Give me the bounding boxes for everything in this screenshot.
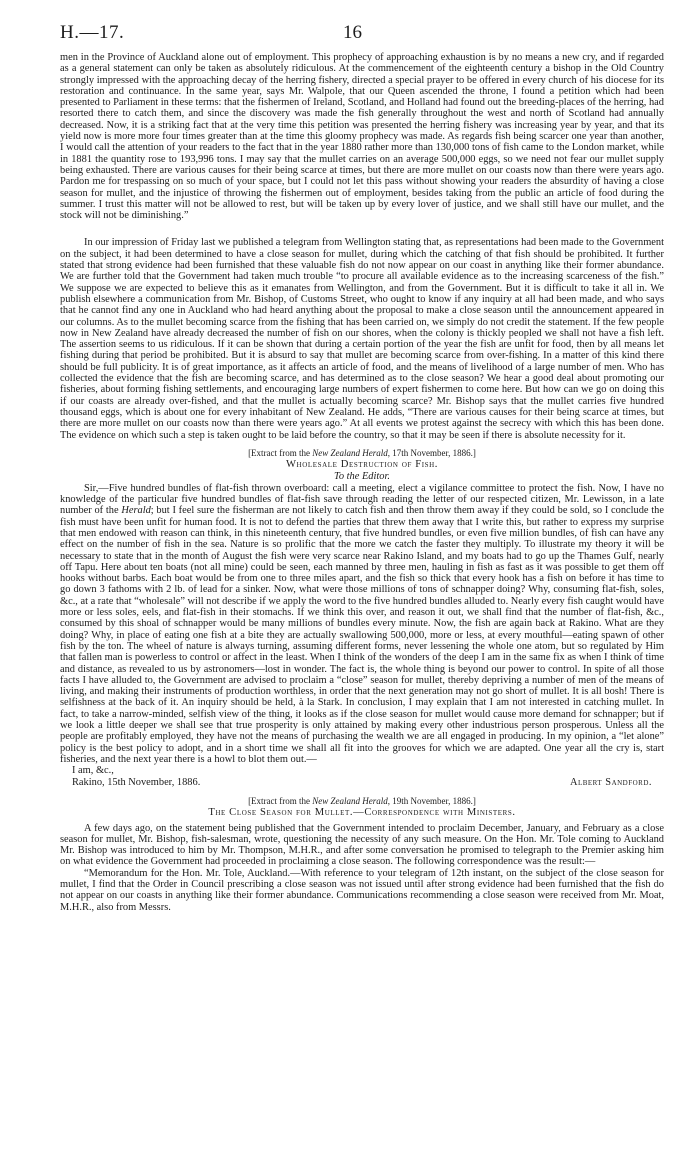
signature-line — [60, 777, 664, 789]
page-body — [60, 52, 664, 913]
extract-source-line-2: [Extract from the New Zealand Herald, 19th November, 1886.] — [248, 795, 476, 806]
newspaper-name: New Zealand Herald — [312, 795, 388, 806]
letter-signature: Albert Sandford. — [569, 776, 652, 788]
extract-source-line-1: [Extract from the New Zealand Herald, 17th November, 1886.] — [248, 447, 476, 458]
correspondence-intro: A few days ago, on the statement being published that the Government intended to proclaim December, January, and February as a close season for mullet, Mr. Bishop, fish-salesman, wrote, questioning the necessity of any such measure. On the Hon. Mr. Tole coming to Auckland Mr. Bishop was introduced to him by Mr. Thompson, M.H.R., and after some conversation he promised to telegraph to the Premier asking him on what evidence the Government had proceeded in proclaiming a close season. The following correspondence was the result:— — [60, 822, 664, 868]
to-the-editor: To the Editor. — [334, 470, 390, 482]
editorial-paragraph: In our impression of Friday last we published a telegram from Wellington stating that, as representations had been made to the Government on the subject, it had been determined to have a close season for mullet, during which the catching of that fish should be prohibited. It further stated that strong evidence had been furnished that these valuable fish do not now appear on our coast in anything like their former abundance. We are further told that the Government had taken much trouble “to procure all available evidence as to the increasing scarceness of the fish.” We suppose we are expected to believe this as it emanates from Wellington, and from the Government. But it is difficult to take it all in. We publish elsewhere a communication from Mr. Bishop, of Customs Street, who ought to know if any inquiry at all had been made, and who says that he cannot find any one in Auckland who had heard anything about the proposal to make a close season until the announcement appeared in our columns. As to the mullet becoming scarce from the fishing that has been carried on, we simply do not credit the statement. If the few people now in New Zealand have already decreased the number of fish on our shores, when the colony is thickly peopled we shall not have a fish left. The assertion seems to us ridiculous. If it can be shown that during a certain portion of the year the fish are unfit for food, then by all means let fishing during that period be prohibited. But it is absurd to say that mullet are becoming scarce from over-fishing. In a matter of this kind there should be full publicity. It is of great importance, as it affects an article of food, and the means of livelihood of a large number of men. Who has collected the evidence that the fish are becoming scarce, and has determined as to the close season? We hear a good deal about promoting our fisheries, about forming fishing settlements, and encouraging large numbers of expert fishermen to come here. But how can we go on doing this if our coasts are already over-fished, and that the mullet is actually becoming scarce? Mr. Bishop says that the mullet carries five hundred thousand eggs, which is about one for every inhabitant of New Zealand. He adds, “There are various causes for their being scarce at times, but there are more mullet on our coasts now than there were years ago.” At all events we protest against the secrecy with which this has been done. The evidence on which such a step is taken ought to be laid before the country, so that it may be seen if there is absolute necessity for it. — [60, 237, 664, 441]
letter-closing: I am, &c., — [72, 765, 114, 777]
letter-quote-continuation: men in the Province of Auckland alone out of employment. This prophecy of approaching exhaustion is by no means a new cry, and if regarded as a general statement can only be taken as absolutely ridiculous. At the commencement of the eighteenth century a bishop in the Old Country strongly impressed with the approaching decay of the herring fishery, directed a special prayer to be offered in every church of his diocese for its restoration and continuance. In the same year, says Mr. Walpole, that our Queen ascended the throne, I found a petition which had been presented to Parliament in these terms: that the fishermen of Ireland, Scotland, and Holland had found out the breeding-places of the herring, had resorted there to catch them, and since the discovery was made the fish generally throughout the west and north of Scotland had annually decreased. Now, it is a striking fact that at the very time this petition was presented the herring fishery was increasing year by year, and that its yield now is more more four times greater than at the time this gloomy prophecy was made. As regards fish being scarcer one year than another, I would call the attention of your readers to the fact that in the year 1880 rather more than 130,000 tons of fish came to the London market, while in 1881 the quantity rose to 193,996 tons. I may say that the mullet carries on an average 500,000 eggs, so we need not fear our mullet supply being exhausted. There are various causes for their being scarce at times, but there are more mullet on our coasts now than there were years ago. Pardon me for trespassing on so much of your space, but I could not let this pass without showing your readers the absurdity of having a close season for mullet, and the injustice of throwing the fishermen out of employment, besides taking from the public an article of food during the summer. I trust this matter will not be allowed to rest, but will be taken up by every lover of justice, and we shall still have our mullet, and the stock will not be diminishing.” — [60, 52, 664, 222]
article-headline-2: The Close Season for Mullet.—Correspondence with Ministers. — [208, 806, 516, 818]
letter-body: Sir,—Five hundred bundles of flat-fish thrown overboard: call a meeting, elect a vigilance committee to protect the fish. Now, I have no knowledge of the particular five hundred bundles of flat-fish save through reading the letter of our respected citizen, Mr. Lewisson, in a late number of the Herald; but I feel sure the fisherman are not likely to catch fish and then throw them away if they could be sold, so I conclude the fish must have been unfit for human food. It is not to defend the parties that threw them away that I write this, but rather to express my surprise that men endowed with reason can think, in this nineteenth century, that five hundred bundles, or even five million bundles, of fish can have any effect on the number of fish in the sea. Nature is so prolific that the more we catch the faster they multiply. To illustrate my theory it will be necessary to state that in the month of August the fish were very scarce near Rakino Island, and my boats had to go up the Thames Gulf, nearly off Tapu. Here about ten boats (not all mine) could be seen, each manned by three men, hauling in fish as fast as it was possible to get them off hooks without barbs. Each boat would be from one to three miles apart, and the fish so thick that every hook has a fish on before it has time to go down 3 fathoms with 2 lb. of lead for a sinker. Now, what were those millions of tons of schnapper doing? Why, consuming flat-fish, soles, &c., at a rate that “wholesale” will not describe if we apply the word to the five hundred bundles alluded to. Nearly every fish caught would have more or less soles, eels, and flat-fish in their stomachs. If we think this over, and reason it out, we shall find that the number of flat-fish, &c., consumed by this shoal of schnapper would be many millions of bundles every minute. Now, the fish are again back at Rakino. What are they doing? Why, in place of eating one fish at a bite they are actually swallowing 500,000, more or less, at every mouthful—eating spawn of other fish by the ton. The wheel of nature is always turning, assuming different forms, never lessening the whole one atom, but so regulated by Him that fallen man is powerless to control or affect in the least. When I think of the wonders of the deep I am in the same fix as when I think of time and distance, as revealed to us by astronomers—lost in wonder. The fact is, the whole thing is beyond our power to control. In spite of all those facts I have alluded to, the Government are advised to proclaim a “close” season for mullet, thereby depriving a number of men of the means of living, and making their instruments of production worthless, in order that the next generation may not go short of mullet. It is all bosh! There is selfishness at the back of it. An inquiry should be held, à la Stark. In conclusion, I may explain that I am not interested in catching mullet. In fact, to take a narrow-minded, selfish view of the thing, it looks as if the close season for mullet would cause more demand for schnapper; but if we look a little deeper we shall see that true prosperity is only attained by making every other industrious person prosperous. Unless all the people are profitably employed, they have not the means of purchasing the wealth we are all engaged in producing. In my opinion, a “let alone” policy is the best policy to adopt, and in a short time we shall all fit into the grooves for which we are adapted. One year all the cry is, start fisheries, and the next year there is a howl to blot them out.— — [60, 482, 664, 765]
document-reference: H.—17. — [60, 22, 125, 43]
place-date: Rakino, 15th November, 1886. — [72, 776, 201, 788]
memorandum-paragraph: “Memorandum for the Hon. Mr. Tole, Auckland.—With reference to your telegram of 12th instant, on the subject of the close season for mullet, I find that the Order in Council prescribing a close season was not issued until after strong evidence had been furnished that the fish do not appear on our coasts in anything like their former abundance. Communications recommending a close season were received from Mr. Moat, M.H.R., also from Messrs. — [60, 867, 664, 913]
article-headline-1: Wholesale Destruction of Fish. — [285, 458, 439, 470]
page-number: 16 — [343, 22, 362, 43]
newspaper-name: New Zealand Herald — [312, 447, 388, 458]
page-header — [60, 22, 664, 44]
